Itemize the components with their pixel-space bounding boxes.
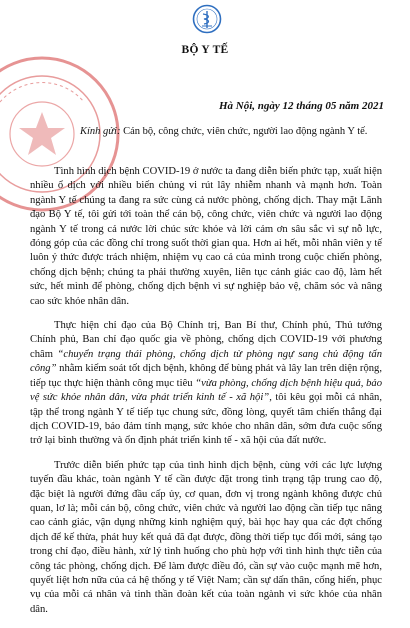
recipient-text: Cán bộ, công chức, viên chức, người lao động ngành Y tế. <box>123 126 368 137</box>
paragraph-3: Trước diễn biến phức tạp của tình hình dịch bệnh, cùng với các lực lượng tuyến đầu khác, toàn ngành Y tế cần được đặt trong tình trạng tập trung cao độ, đặc biệt là người đứng đầu cấp ủy, cơ quan, đơn vị trong ngành không được chủ quan, lơ là; mỗi cán bộ, công chức, viên chức và người lao động cần tiếp tục nâng cao cảnh giác, vận dụng những kinh nghiệm quý, bài học hay qua các đợt chống dịch để kế thừa, phát huy kết quả đã đạt được, đồng thời tiếp tục đổi mới, sáng tạo trong chỉ đạo, điều hành, xử lý tình huống cho phù hợp với tình hình thực tiễn của công tác phòng, chống dịch. Để làm được điều đó, cần sự vào cuộc mạnh mẽ hơn, quyết liệt hơn nữa của cả hệ thống y tế Việt Nam; cần sự dấn thân, cống hiến, phục vụ của mỗi cá nhân và tinh thần đoàn kết của toàn ngành vì sức khỏe của nhân dân. <box>30 459 382 615</box>
recipient-line <box>80 126 367 137</box>
paragraph-2 <box>30 319 382 449</box>
paragraph-2-text-c: , tôi kêu gọi mỗi cá nhân, tập thể trong ngành Y tế tiếp tục chung sức, đồng lòng, quyết tâm chiến thắng đại dịch COVID-19, bảo đảm tính mạng, sức khỏe cho nhân dân, sớm đưa cuộc sống trở lại bình thường và ổn định phát triển kinh tế - xã hội của đất nước. <box>30 392 382 447</box>
paragraph-2-quote-1: “chuyển trạng thái phòng, chống dịch từ phòng ngự sang chủ động tấn công” <box>30 348 382 375</box>
paragraph-2-text-b: nhằm kiểm soát tốt dịch bệnh, không để bùng phát và lây lan trên diện rộng, tiếp tục thực hiện thành công mục tiêu <box>30 363 382 389</box>
paragraph-1: Tình hình dịch bệnh COVID-19 ở nước ta đang diễn biến phức tạp, xuất hiện nhiều ổ dịch với nhiều biến chủng vi rút lây nhiễm nhanh và mạnh hơn. Toàn ngành Y tế chúng ta đang ra sức cùng cả nước phòng, chống dịch. Thay mặt Lãnh đạo Bộ Y tế, tôi gửi tới toàn thể cán bộ, công chức, viên chức và người lao động ngành Y tế trong cả nước lời chúc sức khỏe và lời cảm ơn sâu sắc vì sự nỗ lực, đóng góp của các đồng chí trong suốt thời gian qua. Hơn ai hết, mỗi nhân viên y tế luôn ý thức được trách nhiệm, nhiệm vụ cao cả của mình trong cuộc chiến phòng, chống dịch bệnh; chúng ta phải thường xuyên, liên tục cảnh giác cao độ, làm hết sức, hết mình để phòng, chống dịch bệnh vì sự nghiệp bảo vệ, chăm sóc và nâng cao sức khỏe nhân dân. <box>30 166 382 307</box>
recipient-label: Kính gửi: <box>80 126 121 137</box>
ministry-of-health-emblem-icon <box>192 4 222 34</box>
agency-name: BỘ Y TẾ <box>181 44 229 56</box>
paragraph-2-text-a: Thực hiện chỉ đạo của Bộ Chính trị, Ban Bí thư, Chính phủ, Thủ tướng Chính phủ, Ban chỉ đạo quốc gia về phòng, chống dịch COVID-19 với phương châm <box>30 320 382 360</box>
document-date: Hà Nội, ngày 12 tháng 05 năm 2021 <box>218 100 384 112</box>
paragraph-2-quote-2: “vừa phòng, chống dịch bệnh hiệu quả, bảo vệ sức khỏe nhân dân, vừa phát triển kinh tế - xã hội” <box>30 377 382 404</box>
letter-body <box>30 165 382 627</box>
